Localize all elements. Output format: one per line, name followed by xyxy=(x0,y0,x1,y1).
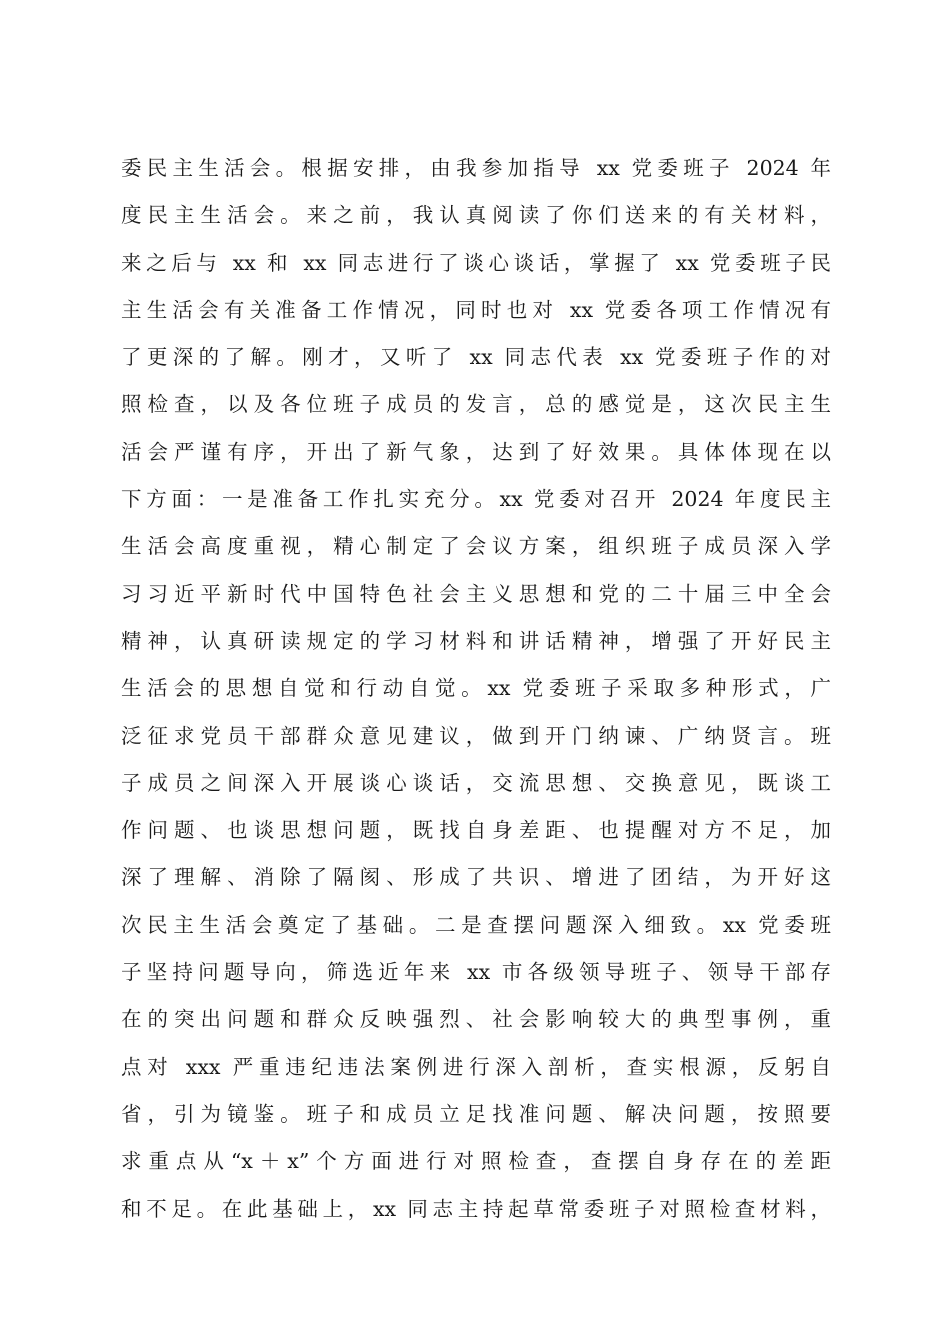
text-line: 照检查，以及各位班子成员的发言，总的感觉是，这次民主生 xyxy=(121,392,831,417)
text-line: 点对 xxx 严重违纪违法案例进行深入剖析，查实根源，反躬自 xyxy=(121,1054,831,1079)
text-line: 作问题、也谈思想问题，既找自身差距、也提醒对方不足，加 xyxy=(121,818,831,843)
text-line: 习习近平新时代中国特色社会主义思想和党的二十届三中全会 xyxy=(121,581,831,606)
text-line: 泛征求党员干部群众意见建议，做到开门纳谏、广纳贤言。班 xyxy=(121,723,831,748)
text-line: 生活会高度重视，精心制定了会议方案，组织班子成员深入学 xyxy=(121,534,831,559)
text-line: 子坚持问题导向，筛选近年来 xx 市各级领导班子、领导干部存 xyxy=(121,960,831,985)
text-line: 求重点从“x＋x”个方面进行对照检查，查摆自身存在的差距 xyxy=(121,1149,831,1174)
text-line: 和不足。在此基础上，xx 同志主持起草常委班子对照检查材料， xyxy=(121,1196,831,1221)
text-line: 主生活会有关准备工作情况，同时也对 xx 党委各项工作情况有 xyxy=(121,297,831,322)
text-line: 生活会的思想自觉和行动自觉。xx 党委班子采取多种形式，广 xyxy=(121,676,831,701)
text-line: 精神，认真研读规定的学习材料和讲话精神，增强了开好民主 xyxy=(121,628,831,653)
text-line: 来之后与 xx 和 xx 同志进行了谈心谈话，掌握了 xx 党委班子民 xyxy=(121,250,831,275)
text-line: 委民主生活会。根据安排，由我参加指导 xx 党委班子 2024 年 xyxy=(121,156,831,180)
text-line: 度民主生活会。来之前，我认真阅读了你们送来的有关材料， xyxy=(121,203,831,228)
text-line: 次民主生活会奠定了基础。二是查摆问题深入细致。xx 党委班 xyxy=(121,912,831,937)
text-line: 下方面：一是准备工作扎实充分。xx 党委对召开 2024 年度民主 xyxy=(121,487,831,512)
text-line: 子成员之间深入开展谈心谈话，交流思想、交换意见，既谈工 xyxy=(121,770,831,795)
text-line: 深了理解、消除了隔阂、形成了共识、增进了团结，为开好这 xyxy=(121,865,831,890)
text-line: 省，引为镜鉴。班子和成员立足找准问题、解决问题，按照要 xyxy=(121,1101,831,1126)
body-text xyxy=(121,145,831,1233)
text-line: 活会严谨有序，开出了新气象，达到了好效果。具体体现在以 xyxy=(121,439,831,464)
text-line: 了更深的了解。刚才，又听了 xx 同志代表 xx 党委班子作的对 xyxy=(121,345,831,370)
text-line: 在的突出问题和群众反映强烈、社会影响较大的典型事例，重 xyxy=(121,1007,831,1032)
